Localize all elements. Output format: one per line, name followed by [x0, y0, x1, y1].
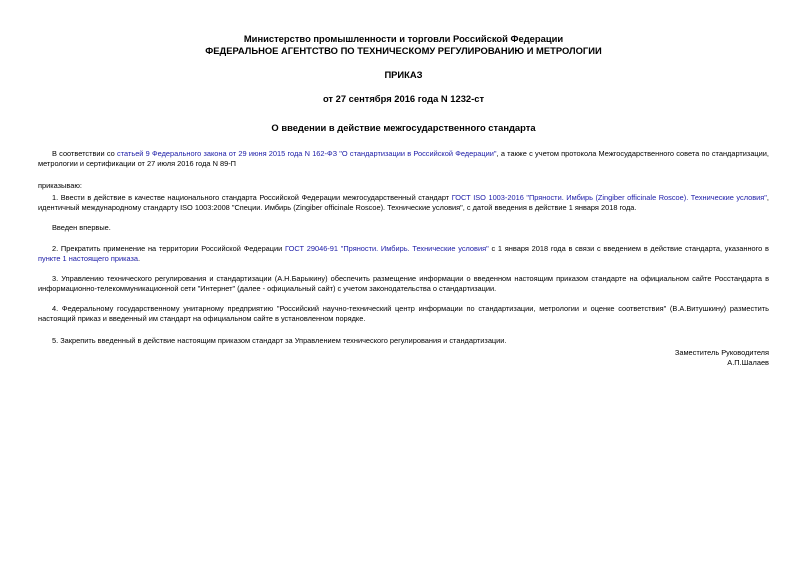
introduced-first-note: Введен впервые. — [52, 223, 111, 232]
date-number-heading: от 27 сентября 2016 года N 1232-ст — [322, 93, 485, 104]
ministry-heading: Министерство промышленности и торговли Российской Федерации — [243, 33, 564, 44]
item-5-paragraph: 5. Закрепить введенный в действие настоящим приказом стандарт за Управлением технического регулирования и стандартизации. — [52, 336, 507, 345]
item-3-paragraph: 3. Управлению технического регулирования и стандартизации (А.Н.Барыкину) обеспечить размещение информации о введенном настоящим приказом стандарте на официальном сайте Росстандарта в информационно-телекоммуникационной сети "Интернет" (далее - официальный сайт) с учетом законодательства о стандартизации. — [38, 274, 769, 293]
item-2-text-b: с 1 января 2018 года в связи с введением в действие стандарта, указанного в — [488, 244, 769, 253]
preamble-text-1: В соответствии со — [52, 149, 118, 158]
federal-law-link[interactable]: статьей 9 Федерального закона от 29 июня 2015 года N 162-ФЗ "О стандартизации в Российской Федерации" — [117, 149, 497, 158]
gost-iso-1003-link[interactable]: ГОСТ ISO 1003-2016 "Пряности. Имбирь (Zingiber officinale Roscoe). Технические условия" — [451, 193, 767, 202]
gost-29046-link[interactable]: ГОСТ 29046-91 "Пряности. Имбирь. Технические условия" — [285, 244, 489, 253]
item-2-text-c: . — [138, 254, 141, 263]
preamble-text-2: , а также с учетом протокола Межгосударственного совета по стандартизации, метрологии и сертификации от 27 июля 2016 года N 89-П — [38, 149, 769, 168]
order-word: приказываю: — [38, 181, 82, 190]
document-title: О введении в действие межгосударственного стандарта — [271, 122, 536, 133]
item-2-paragraph — [38, 244, 769, 264]
signatory-position: Заместитель Руководителя — [674, 348, 769, 357]
item-1-text-a: 1. Ввести в действие в качестве национального стандарта Российской Федерации межгосударственный стандарт — [52, 193, 452, 202]
item-4-paragraph: 4. Федеральному государственному унитарному предприятию "Российский научно-технический центр информации по стандартизации, метрологии и оценке соответствия" (В.А.Витушкину) разместить настоящий приказ и введенный им стандарт на официальном сайте в установленном порядке. — [38, 304, 769, 323]
signatory-name: А.П.Шалаев — [727, 358, 769, 367]
agency-heading: ФЕДЕРАЛЬНОЕ АГЕНТСТВО ПО ТЕХНИЧЕСКОМУ РЕГУЛИРОВАНИЮ И МЕТРОЛОГИИ — [205, 45, 602, 56]
preamble-paragraph — [38, 149, 769, 169]
doc-type-heading: ПРИКАЗ — [384, 69, 423, 80]
item-1-paragraph — [38, 193, 769, 213]
order-item-1-link[interactable]: пункте 1 настоящего приказа — [38, 254, 138, 263]
item-2-text-a: 2. Прекратить применение на территории Российской Федерации — [52, 244, 286, 253]
item-1-text-b: , идентичный международному стандарту ISO 1003:2008 "Специи. Имбирь (Zingiber officinale Roscoe). Технические условия", с датой введения в действие 1 января 2018 года. — [38, 193, 769, 212]
